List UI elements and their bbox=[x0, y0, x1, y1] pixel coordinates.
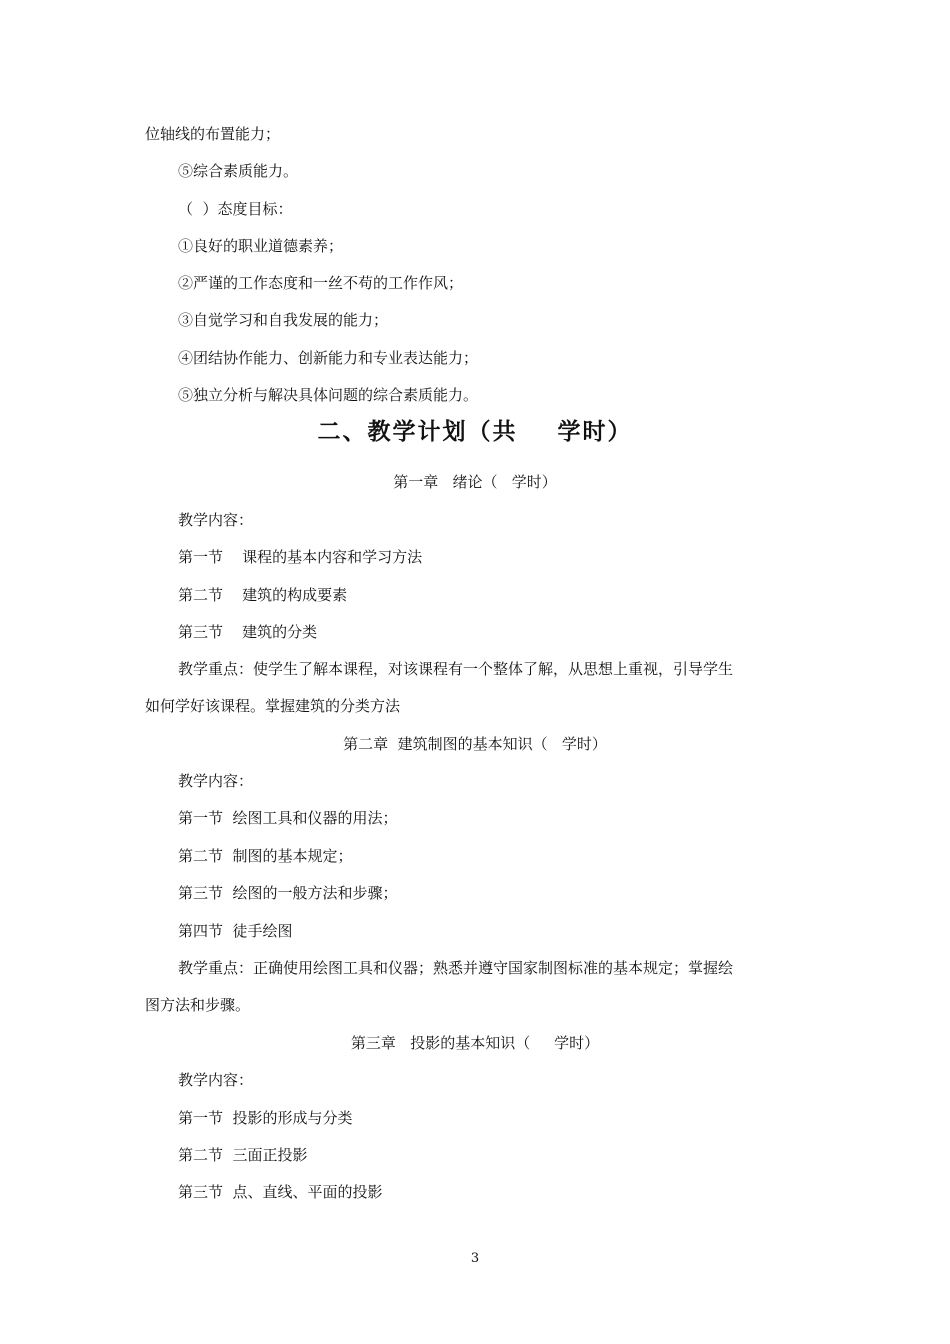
subsection-heading: （ ）态度目标： bbox=[178, 200, 293, 218]
chapter-heading: 第二章 建筑制图的基本知识（ 学时） bbox=[343, 735, 607, 753]
chapter-heading: 第三章 投影的基本知识（ 学时） bbox=[350, 1034, 600, 1052]
list-item: 第二节 制图的基本规定； bbox=[178, 847, 353, 865]
list-item: 第一节 课程的基本内容和学习方法 bbox=[178, 548, 423, 566]
focus-text: 如何学好该课程。掌握建筑的分类方法 bbox=[145, 697, 401, 715]
focus-text: 教学重点：使学生了解本课程，对该课程有一个整体了解，从思想上重视，引导学生 bbox=[178, 660, 734, 678]
list-item: 第二节 建筑的构成要素 bbox=[178, 586, 348, 604]
focus-text: 教学重点：正确使用绘图工具和仪器；熟悉并遵守国家制图标准的基本规定；掌握绘 bbox=[178, 959, 734, 977]
text-line: ⑤独立分析与解决具体问题的综合素质能力。 bbox=[178, 386, 479, 404]
list-item: 第三节 建筑的分类 bbox=[178, 623, 318, 641]
list-item: 第三节 绘图的一般方法和步骤； bbox=[178, 884, 398, 902]
list-item: 第一节 投影的形成与分类 bbox=[178, 1109, 353, 1127]
text-line: ③自觉学习和自我发展的能力； bbox=[178, 311, 389, 329]
text-line: ⑤综合素质能力。 bbox=[178, 162, 299, 180]
text-line: ④团结协作能力、创新能力和专业表达能力； bbox=[178, 349, 479, 367]
focus-text: 图方法和步骤。 bbox=[145, 996, 251, 1014]
content-label: 教学内容： bbox=[178, 1071, 254, 1089]
section-title: 二、教学计划（共 学时） bbox=[317, 419, 633, 445]
list-item: 第一节 绘图工具和仪器的用法； bbox=[178, 809, 398, 827]
chapter-heading: 第一章 绪论（ 学时） bbox=[393, 473, 557, 491]
list-item: 第四节 徒手绘图 bbox=[178, 922, 293, 940]
text-line: 位轴线的布置能力； bbox=[145, 125, 281, 143]
text-line: ②严谨的工作态度和一丝不苟的工作作风； bbox=[178, 274, 464, 292]
text-line: ①良好的职业道德素养； bbox=[178, 237, 344, 255]
content-label: 教学内容： bbox=[178, 772, 254, 790]
content-label: 教学内容： bbox=[178, 511, 254, 529]
list-item: 第二节 三面正投影 bbox=[178, 1146, 308, 1164]
list-item: 第三节 点、直线、平面的投影 bbox=[178, 1183, 383, 1201]
page-number: 3 bbox=[470, 1251, 480, 1266]
